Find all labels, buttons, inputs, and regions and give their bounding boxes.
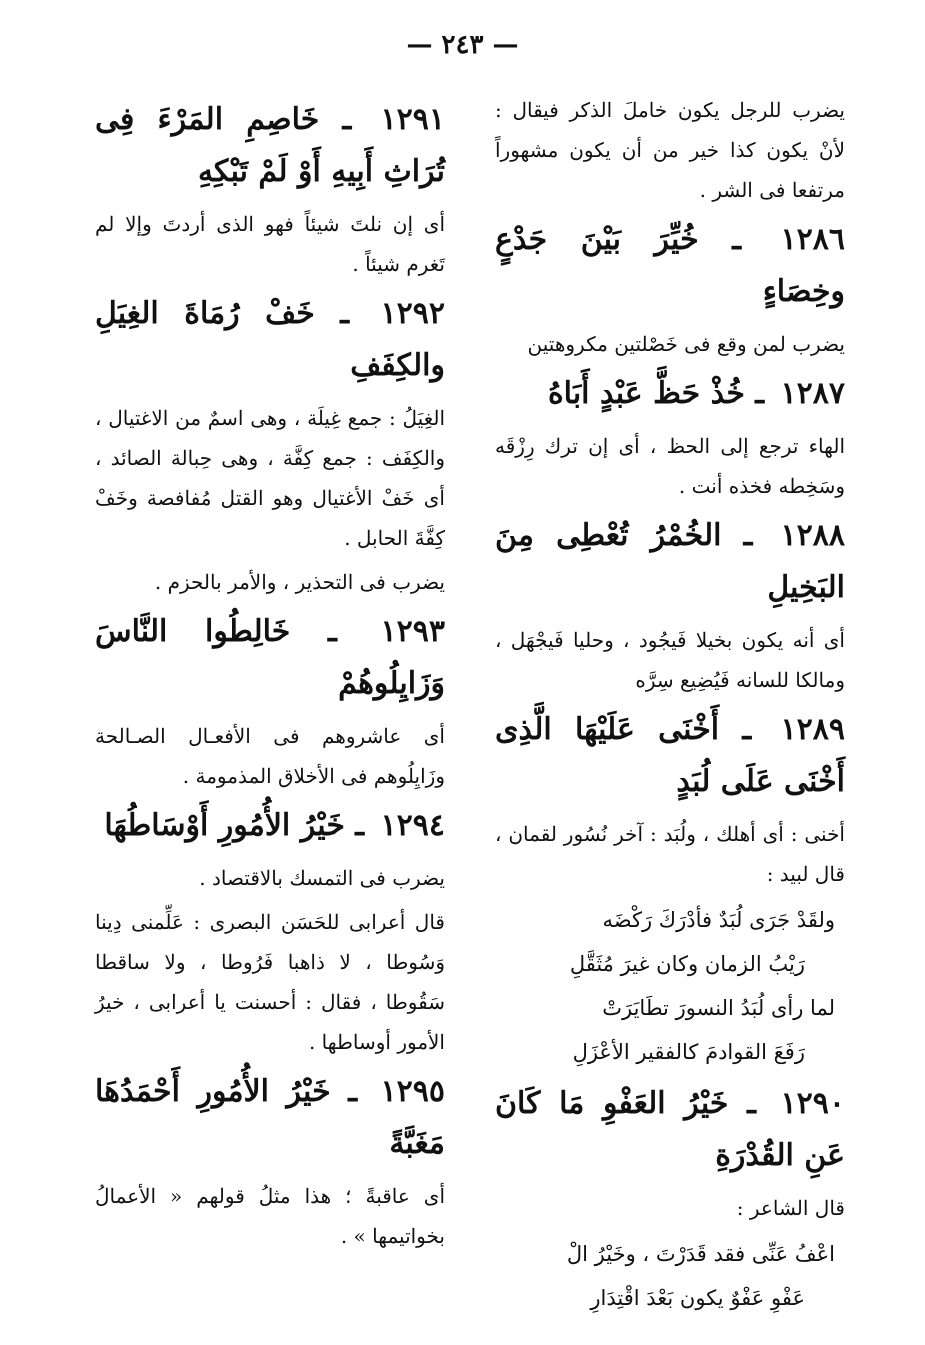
entry-heading: ١٢٨٧ ـ خُذْ حَظَّ عَبْدٍ أَبَاهُ: [547, 376, 845, 411]
entry-text: الهاء ترجع إلى الحظ ، أى إن ترك رِزْقَه وسَخِطه فخذه أنت .: [495, 434, 845, 498]
proverb-title: خَيْرُ الأُمُورِ أَوْسَاطُهَا: [104, 808, 345, 843]
verse-line: لما رأى لُبَدُ النسورَ تطَايَرَتْ: [602, 996, 835, 1020]
intro-paragraph: يضرب للرجل يكون خاملَ الذكر فيقال : لأنْ يكون كذا خير من أن يكون مشهوراً مرتفعا فى الشر .: [495, 98, 845, 202]
entry-heading: ١٢٩١ ـ خَاصِمِ المَرْءَ فِى تُرَاثِ أَبِيهِ أَوْ لَمْ تَبْكِهِ: [95, 102, 445, 189]
proverb-title: خُذْ حَظَّ عَبْدٍ أَبَاهُ: [547, 376, 745, 411]
entry-1294: [95, 800, 445, 1062]
entry-number: ١٢٨٧: [780, 376, 845, 411]
entry-1287: [495, 368, 845, 506]
proverb-title: خُيِّرَ بَيْنَ جَدْعٍ وخِصَاءٍ: [495, 222, 845, 309]
entry-1288: [495, 510, 845, 700]
entry-heading: ١٢٩٤ ـ خَيْرُ الأُمُورِ أَوْسَاطُهَا: [104, 808, 445, 843]
right-column: [495, 90, 845, 1320]
entry-text: يضرب لمن وقع فى خَصْلتين مكروهتين: [527, 332, 845, 356]
entry-number: ١٢٩٤: [380, 808, 445, 843]
verse-line: رَيْبُ الزمان وكان غيرَ مُثَقَّلِ: [569, 952, 805, 976]
entry-1290: [495, 1078, 845, 1320]
proverb-title: خَفْ رُمَاةَ الغِيَلِ والكِفَفِ: [95, 296, 445, 383]
proverb-title: أَخْنَى عَلَيْهَا الَّذِى أَخْنَى عَلَى لُبَدٍ: [495, 712, 845, 799]
entry-number: ١٢٨٦: [780, 222, 845, 257]
entry-number: ١٢٩٢: [380, 296, 445, 331]
proverb-title: خَيْرُ العَفْوِ مَا كَانَ عَنِ القُدْرَةِ: [495, 1086, 845, 1173]
entry-1293: [95, 606, 445, 796]
entry-heading: ١٢٩٣ ـ خَالِطُوا النَّاسَ وَزَايِلُوهُمْ: [95, 614, 445, 701]
entry-1295: [95, 1066, 445, 1256]
entry-heading: ١٢٨٩ ـ أَخْنَى عَلَيْهَا الَّذِى أَخْنَى عَلَى لُبَدٍ: [495, 712, 845, 799]
entry-1286: [495, 214, 845, 364]
entry-heading: ١٢٩٢ ـ خَفْ رُمَاةَ الغِيَلِ والكِفَفِ: [95, 296, 445, 383]
verse-line: اعْفُ عَنِّى فقد قَدَرْتَ ، وخَيْرُ الْ: [566, 1242, 835, 1266]
verse-line: عَفْوِ عَفْوٌ يكون بَعْدَ اقْتِدَارِ: [590, 1286, 805, 1310]
entry-usage-note: يضرب فى التحذير ، والأمر بالحزم .: [154, 570, 445, 594]
entry-text: قال الشاعر :: [736, 1196, 845, 1220]
entry-1291: [95, 94, 445, 284]
entry-anecdote: قال أعرابى للحَسَن البصرى : عَلِّمنى دِينا وَسُوطا ، لا ذاهبا فَرُوطا ، ولا ساقطا سَقُوطا ، فقال : أحسنت يا أعرابى ، خيرُ الأمور أوساطها .: [95, 910, 445, 1054]
left-column: [95, 90, 445, 1260]
proverb-title: خَيْرُ الأُمُورِ أَحْمَدُهَا مَغَبَّةً: [95, 1074, 445, 1161]
entry-heading: ١٢٨٨ ـ الخُمْرُ تُعْطِى مِنَ البَخِيلِ: [495, 518, 845, 605]
verse-line: رَفَعَ القوادمَ كالفقير الأعْزَلِ: [572, 1040, 805, 1064]
entry-number: ١٢٩١: [380, 102, 445, 137]
entry-number: ١٢٨٩: [780, 712, 845, 747]
proverb-title: خَالِطُوا النَّاسَ وَزَايِلُوهُمْ: [95, 614, 445, 701]
entry-text: يضرب فى التمسك بالاقتصاد .: [199, 866, 445, 890]
entry-text: أى عاشروهم فى الأفعـال الصـالحة وزَايِلُوهم فى الأخلاق المذمومة .: [95, 724, 445, 788]
entry-text: أى إن نلتَ شيئاً فهو الذى أردتَ وإلا لم تَغرم شيئاً .: [95, 212, 445, 276]
page-number: — ٢٤٣ —: [406, 30, 519, 60]
entry-number: ١٢٨٨: [780, 518, 845, 553]
entry-number: ١٢٩٠: [780, 1086, 845, 1121]
verse-line: ولقَدْ جَرَى لُبَدٌ فأدْرَكَ رَكْضَه: [602, 908, 835, 932]
entry-1289: [495, 704, 845, 1074]
entry-number: ١٢٩٥: [380, 1074, 445, 1109]
entry-heading: ١٢٨٦ ـ خُيِّرَ بَيْنَ جَدْعٍ وخِصَاءٍ: [495, 222, 845, 309]
proverb-title: الخُمْرُ تُعْطِى مِنَ البَخِيلِ: [495, 518, 845, 605]
entry-1292: [95, 288, 445, 602]
entry-text: أخنى : أى أهلك ، ولُبَد : آخر نُسُور لقمان ، قال لبيد :: [495, 822, 845, 886]
entry-number: ١٢٩٣: [380, 614, 445, 649]
entry-text: أى أنه يكون بخيلا فَيجُود ، وحليا فَيجْهَل ، ومالكا للسانه فَيُضِيع سِرَّه: [495, 628, 845, 692]
proverb-title: خَاصِمِ المَرْءَ فِى تُرَاثِ أَبِيهِ أَوْ لَمْ تَبْكِهِ: [95, 102, 445, 189]
entry-heading: ١٢٩٠ ـ خَيْرُ العَفْوِ مَا كَانَ عَنِ القُدْرَةِ: [495, 1086, 845, 1173]
entry-heading: ١٢٩٥ ـ خَيْرُ الأُمُورِ أَحْمَدُهَا مَغَبَّةً: [95, 1074, 445, 1161]
entry-text: الغِيَلُ : جمع غِيلَة ، وهى اسمٌ من الاغتيال ، والكِفَف : جمع كِفَّة ، وهى حِبالة الصائد ، أى خَفْ الأغتيال وهو القتل مُفافصة وخَفْ كِفَّةَ الحابل .: [95, 406, 445, 550]
entry-text: أى عاقبةً ؛ هذا مثلُ قولهم « الأعمالُ بخواتيمها » .: [95, 1184, 445, 1248]
